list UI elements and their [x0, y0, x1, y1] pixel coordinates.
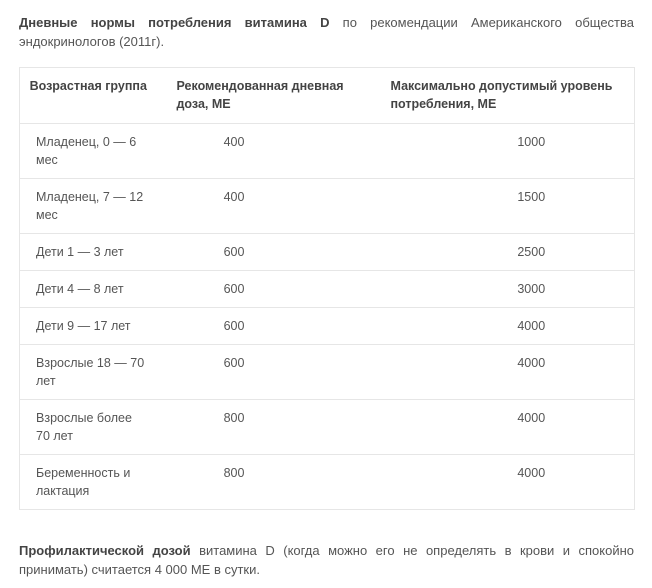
table-row	[20, 271, 635, 308]
outro-text: витамина D (когда можно его не определять в крови и спокойно принимать) считается 4 000 МЕ в сутки.	[19, 543, 634, 577]
vitamin-d-table	[19, 67, 635, 510]
cell-recommended-dose: 600	[157, 271, 357, 308]
cell-recommended-dose: 400	[157, 179, 357, 234]
cell-age-group: Беременность и лактация	[20, 455, 157, 510]
cell-age-group: Взрослые более 70 лет	[20, 400, 157, 455]
cell-max-level: 4000	[357, 345, 635, 400]
cell-recommended-dose: 800	[157, 455, 357, 510]
cell-recommended-dose: 600	[157, 345, 357, 400]
table-row	[20, 455, 635, 510]
intro-paragraph	[19, 13, 634, 51]
cell-max-level: 4000	[357, 400, 635, 455]
table-row	[20, 124, 635, 179]
prophylactic-dose-paragraph	[19, 541, 634, 579]
cell-max-level: 3000	[357, 271, 635, 308]
cell-recommended-dose: 400	[157, 124, 357, 179]
cell-recommended-dose: 800	[157, 400, 357, 455]
cell-age-group: Дети 1 — 3 лет	[20, 234, 157, 271]
cell-max-level: 4000	[357, 308, 635, 345]
table-row	[20, 179, 635, 234]
header-max-level: Максимально допустимый уровень потребления, МЕ	[390, 79, 613, 111]
cell-age-group: Взрослые 18 — 70 лет	[20, 345, 157, 400]
cell-age-group: Дети 4 — 8 лет	[20, 271, 157, 308]
cell-age-group: Дети 9 — 17 лет	[20, 308, 157, 345]
table-row	[20, 345, 635, 400]
cell-max-level: 2500	[357, 234, 635, 271]
outro-bold-text: Профилактической дозой	[19, 543, 191, 558]
cell-recommended-dose: 600	[157, 234, 357, 271]
cell-max-level: 1000	[357, 124, 635, 179]
cell-recommended-dose: 600	[157, 308, 357, 345]
intro-text: по рекомендации Американского общества эндокринологов (2011г).	[19, 15, 634, 49]
cell-age-group: Младенец, 0 — 6 мес	[20, 124, 157, 179]
cell-age-group: Младенец, 7 — 12 мес	[20, 179, 157, 234]
header-age-group: Возрастная группа	[29, 79, 147, 93]
table-row	[20, 234, 635, 271]
table-row	[20, 400, 635, 455]
cell-max-level: 4000	[357, 455, 635, 510]
table-row	[20, 308, 635, 345]
header-recommended-dose: Рекомендованная дневная доза, МЕ	[176, 79, 344, 111]
intro-bold-text: Дневные нормы потребления витамина D	[19, 15, 330, 30]
cell-max-level: 1500	[357, 179, 635, 234]
table-header-row	[20, 68, 635, 124]
